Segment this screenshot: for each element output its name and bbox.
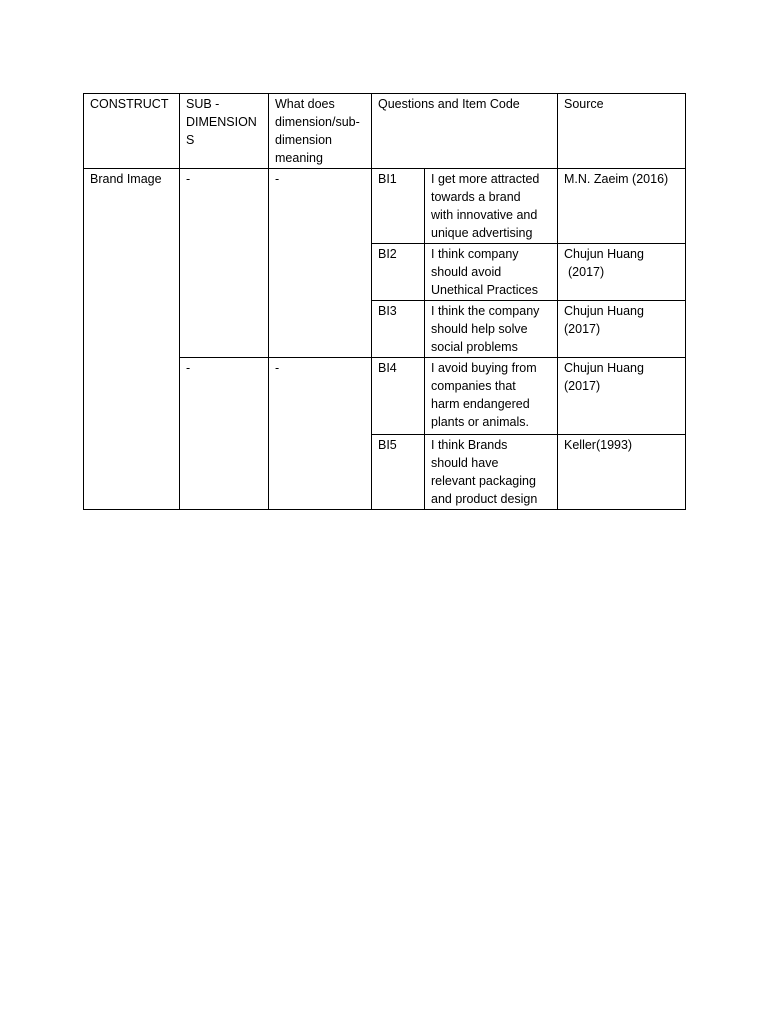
question-cell xyxy=(425,435,558,510)
construct-cell xyxy=(84,169,180,510)
question-line: towards a brand xyxy=(431,190,521,204)
source-line: Chujun Huang xyxy=(564,304,644,318)
header-construct-text: CONSTRUCT xyxy=(90,97,169,111)
construct-table xyxy=(83,93,686,510)
question-cell xyxy=(425,169,558,244)
question-line: should have xyxy=(431,456,499,470)
source-cell xyxy=(558,301,686,358)
question-line: social problems xyxy=(431,340,518,354)
question-line: should help solve xyxy=(431,322,528,336)
header-sub-dimension xyxy=(180,94,269,169)
item-code: BI3 xyxy=(378,304,397,318)
item-code: BI1 xyxy=(378,172,397,186)
question-line: and product design xyxy=(431,492,538,506)
header-source xyxy=(558,94,686,169)
question-line: plants or animals. xyxy=(431,415,529,429)
item-code-cell xyxy=(372,358,425,435)
question-line: Unethical Practices xyxy=(431,283,538,297)
item-code-cell xyxy=(372,435,425,510)
source-line: Chujun Huang xyxy=(564,247,644,261)
question-line: I avoid buying from xyxy=(431,361,537,375)
item-code: BI5 xyxy=(378,438,397,452)
source-line: (2017) xyxy=(564,379,601,393)
source-cell xyxy=(558,169,686,244)
header-questions xyxy=(372,94,558,169)
sub-dimension-cell xyxy=(180,169,269,358)
sub-dimension-value: - xyxy=(186,361,191,375)
header-meaning-line: meaning xyxy=(275,151,323,165)
question-line: unique advertising xyxy=(431,226,533,240)
question-line: I think company xyxy=(431,247,519,261)
question-line: companies that xyxy=(431,379,516,393)
header-construct xyxy=(84,94,180,169)
source-cell xyxy=(558,244,686,301)
meaning-value: - xyxy=(275,172,280,186)
question-line: I think Brands xyxy=(431,438,508,452)
item-code: BI2 xyxy=(378,247,397,261)
sub-dimension-value: - xyxy=(186,172,191,186)
header-sub-dimension-line: DIMENSION xyxy=(186,115,257,129)
header-sub-dimension-line: S xyxy=(186,133,195,147)
source-line: (2017) xyxy=(564,322,601,336)
source-line: Chujun Huang xyxy=(564,361,644,375)
item-code: BI4 xyxy=(378,361,397,375)
header-meaning-line: What does xyxy=(275,97,335,111)
meaning-value: - xyxy=(275,361,280,375)
table-row xyxy=(84,169,686,244)
source-line: M.N. Zaeim (2016) xyxy=(564,172,669,186)
source-cell xyxy=(558,358,686,435)
item-code-cell xyxy=(372,244,425,301)
header-sub-dimension-line: SUB - xyxy=(186,97,220,111)
construct-name: Brand Image xyxy=(90,172,162,186)
question-line: I get more attracted xyxy=(431,172,540,186)
question-cell xyxy=(425,301,558,358)
header-meaning-line: dimension/sub- xyxy=(275,115,360,129)
header-source-text: Source xyxy=(564,97,604,111)
question-cell xyxy=(425,358,558,435)
source-cell xyxy=(558,435,686,510)
question-line: relevant packaging xyxy=(431,474,536,488)
question-line: I think the company xyxy=(431,304,540,318)
question-line: should avoid xyxy=(431,265,502,279)
header-meaning xyxy=(269,94,372,169)
header-row xyxy=(84,94,686,169)
sub-dimension-cell xyxy=(180,358,269,510)
item-code-cell xyxy=(372,169,425,244)
question-cell xyxy=(425,244,558,301)
source-line: (2017) xyxy=(568,265,605,279)
header-meaning-line: dimension xyxy=(275,133,332,147)
meaning-cell xyxy=(269,358,372,510)
question-line: with innovative and xyxy=(431,208,538,222)
question-line: harm endangered xyxy=(431,397,530,411)
item-code-cell xyxy=(372,301,425,358)
header-questions-text: Questions and Item Code xyxy=(378,97,520,111)
meaning-cell xyxy=(269,169,372,358)
source-line: Keller(1993) xyxy=(564,438,633,452)
